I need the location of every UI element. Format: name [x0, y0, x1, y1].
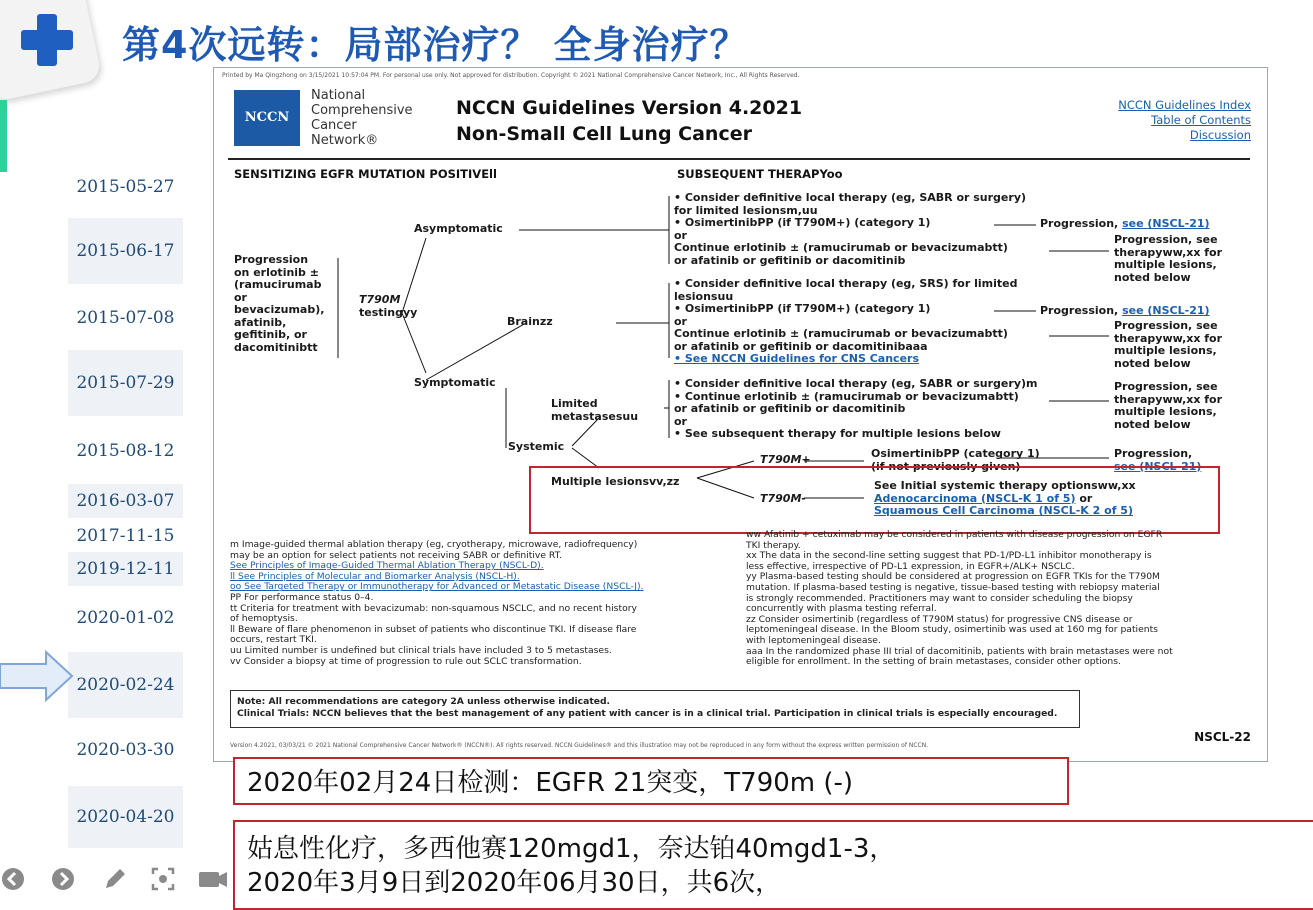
progression-multi-line: multiple lesions, [1114, 405, 1217, 418]
timeline-date[interactable]: 2019-12-11 [68, 552, 183, 586]
testing-label: testingyy [359, 305, 418, 319]
progression-multi-line: therapyww,xx for [1114, 245, 1223, 259]
or-word: or [1079, 491, 1093, 505]
timeline-date-current[interactable]: 2020-02-24 [68, 652, 183, 718]
progression-multi-line: Progression, see [1114, 233, 1218, 246]
progression-line: dacomitinibtt [234, 340, 318, 354]
option-line: or [674, 228, 687, 242]
camera-icon[interactable] [198, 866, 224, 892]
cns-cancers-link[interactable]: • See NCCN Guidelines for CNS Cancers [674, 352, 920, 365]
presentation-toolbar [0, 850, 260, 907]
timeline-date[interactable]: 2015-07-08 [76, 308, 175, 328]
progression-line: afatinib, [234, 315, 287, 329]
pen-icon[interactable] [102, 866, 128, 892]
progression-multi-1 [1114, 234, 1222, 284]
footnote: ww Afatinib + cetuximab may be considered in patients with disease progression on EGFR [746, 529, 1163, 540]
metastases-line: metastasesuu [551, 409, 639, 423]
limited-options [674, 378, 1037, 441]
timeline-date[interactable]: 2020-04-20 [68, 786, 183, 848]
footnote: zz Consider osimertinib (regardless of T790M status) for progressive CNS disease or [746, 613, 1133, 625]
footnote: xx The data in the second-line setting suggest that PD-1/PD-L1 inhibitor monotherapy is [746, 550, 1152, 562]
previous-icon[interactable] [0, 866, 26, 892]
nccn-guideline-page [213, 67, 1268, 762]
progression-label: Progression, [1114, 447, 1193, 460]
timeline-date[interactable]: 2020-01-02 [76, 608, 175, 628]
slide-title: 第4次远转：局部治疗？ 全身治疗？ [122, 23, 749, 67]
progression-multi-line: noted below [1114, 356, 1191, 370]
timeline-date[interactable]: 2015-05-27 [76, 177, 175, 197]
progression-line: gefitinib, or [234, 328, 307, 341]
option-line: for limited lesionsm,uu [674, 203, 818, 217]
brain-node: Brainzz [507, 315, 553, 328]
right-section-heading: SUBSEQUENT THERAPYoo [677, 167, 843, 181]
progression-multi-2 [1114, 320, 1222, 370]
medical-cross-icon-bar [21, 30, 73, 50]
option-line: • Consider definitive local therapy (eg, SRS) for limited [674, 277, 1018, 290]
osimertinib-line: OsimertinibPP (category 1) [871, 447, 1040, 460]
progression-multi-line: multiple lesions, [1114, 258, 1217, 271]
footnote: may be an option for select patients not receiving SABR or definitive RT. [230, 549, 563, 561]
footnotes-left [230, 540, 644, 667]
guidelines-index-link[interactable]: NCCN Guidelines Index [1118, 98, 1251, 112]
progression-line: on erlotinib ± [234, 265, 319, 279]
printed-by-line: Printed by Ma Qingzhong on 3/15/2021 10:57:04 PM. For personal use only. Not approved for distribution. Copyright © 2021 National Comprehensive Cancer Network, Inc., All Rights Reserved. [222, 72, 800, 79]
t790m-negative-node: T790M- [760, 492, 806, 505]
table-of-contents-link[interactable]: Table of Contents [1151, 113, 1251, 127]
footnote: PP For performance status 0–4. [230, 591, 374, 603]
multiple-lesions-highlight [529, 466, 1220, 534]
left-section-heading: SENSITIZING EGFR MUTATION POSITIVEll [234, 167, 497, 181]
chemo-regimen-line: 姑息性化疗，多西他赛120mgd1，奈达铂40mgd1-3， [247, 834, 896, 864]
progression-line: bevacizumab), [234, 303, 325, 316]
footnote: mutation. If plasma-based testing is negative, tissue-based testing with rebiopsy material [746, 581, 1160, 593]
guideline-version: NCCN Guidelines Version 4.2021 [456, 97, 803, 119]
org-name-line: Network® [311, 133, 379, 148]
limited-line: Limited [551, 397, 598, 410]
see-nscl21-link[interactable]: see (NSCL-21) [1114, 459, 1202, 473]
note-box [230, 690, 1080, 728]
footnote: less effective, irrespective of PD-L1 expression, in EGFR+/ALK+ NSCLC. [746, 560, 1075, 572]
timeline-pointer-arrow-icon [0, 650, 74, 702]
option-line: • Continue erlotinib ± (ramucirumab or bevacizumabtt) [674, 389, 1019, 403]
progression-multi-line: noted below [1114, 417, 1191, 431]
see-initial-line: See Initial systemic therapy optionsww,xx [874, 479, 1136, 492]
option-line: or afatinib or gefitinib or dacomitinib [674, 253, 906, 267]
see-nscl21-link[interactable]: see (NSCL-21) [1122, 217, 1210, 230]
see-nscl21-link[interactable]: see (NSCL-21) [1122, 304, 1210, 317]
progression-block [234, 254, 324, 354]
option-line: • See subsequent therapy for multiple lesions below [674, 427, 1001, 440]
symptomatic-node: Symptomatic [414, 376, 496, 389]
footnote-link[interactable]: See Principles of Image-Guided Thermal Ablation Therapy (NSCL-D). [230, 560, 544, 572]
note-line: Note: All recommendations are category 2A unless otherwise indicated. [237, 696, 611, 707]
next-icon[interactable] [50, 866, 76, 892]
option-line: • Consider definitive local therapy (eg, SABR or surgery) [674, 191, 1027, 204]
discussion-link[interactable]: Discussion [1189, 128, 1251, 142]
footnote: m Image-guided thermal ablation therapy (eg, cryotherapy, microwave, radiofrequency) [230, 539, 638, 550]
progression-multi-line: Progression, see [1114, 319, 1218, 332]
t790m-positive-node: T790M+ [760, 453, 811, 466]
footnotes-right [746, 530, 1173, 668]
progression-label: Progression, [1040, 217, 1119, 230]
t790m-label: T790M [359, 293, 401, 306]
guideline-disease: Non-Small Cell Lung Cancer [456, 123, 752, 145]
clinical-trials-line: Clinical Trials: NCCN believes that the best management of any patient with cancer is in a clinical trial. Participation in clinical trials is especially encouraged. [237, 708, 1058, 719]
progression-multi-3 [1114, 381, 1222, 431]
progression-multi-line: multiple lesions, [1114, 344, 1217, 357]
footnote: of hemoptysis. [230, 613, 298, 625]
org-name-line: Comprehensive [311, 103, 413, 118]
if-not-given-line: (if not previously given) [871, 459, 1021, 473]
footnote: leptomeningeal disease. In the Bloom study, osimertinib was used at 160 mg for patients [746, 624, 1158, 636]
version-footer: Version 4.2021, 03/03/21 © 2021 National Comprehensive Cancer Network® (NCCN®). All rights reserved. NCCN Guidelines® and this illustration may not be reproduced in any form without the express written permission of NCCN. [230, 742, 929, 749]
option-line: or [674, 314, 687, 328]
footnote: eligible for enrollment. In the setting of brain metastases, consider other options. [746, 656, 1121, 668]
org-name-line: Cancer [311, 118, 357, 133]
accent-bar [0, 100, 7, 172]
footnote: TKI therapy. [746, 539, 801, 551]
limited-metastases-node [551, 398, 638, 423]
option-line: or afatinib or gefitinib or dacomitinibaaa [674, 339, 928, 353]
page-number: NSCL-22 [1194, 730, 1251, 744]
footnote: tt Criteria for treatment with bevacizumab: non-squamous NSCLC, and no recent history [230, 602, 637, 614]
footnote: yy Plasma-based testing should be considered at progression on EGFR TKIs for the T790M [746, 571, 1160, 583]
option-line: or [674, 414, 687, 428]
org-name-line: National [311, 88, 366, 103]
progression-multi-line: Progression, see [1114, 380, 1218, 393]
progression-line: Progression [234, 253, 309, 266]
multiple-lesions-node: Multiple lesionsvv,zz [551, 475, 680, 488]
brain-options [674, 278, 1017, 366]
option-line: or afatinib or gefitinib or dacomitinib [674, 402, 906, 415]
footnote: is strongly recommended. Practitioners may want to consider scheduling the biopsy [746, 592, 1133, 604]
timeline-date[interactable]: 2020-03-30 [76, 740, 175, 760]
asymptomatic-node: Asymptomatic [414, 222, 503, 235]
progression-multi-line: therapyww,xx for [1114, 392, 1223, 406]
timeline-date[interactable]: 2017-11-15 [76, 526, 175, 546]
footnote-link[interactable]: oo See Targeted Therapy or Immunotherapy for Advanced or Metastatic Disease (NSCL-J). [230, 581, 644, 593]
test-result-caption: 2020年02月24日检测：EGFR 21突变，T790m (-) [233, 757, 1069, 805]
squamous-link[interactable]: Squamous Cell Carcinoma (NSCL-K 2 of 5) [874, 504, 1133, 517]
chemotherapy-caption [233, 820, 1313, 910]
chemo-date-line: 2020年3月9日到2020年06月30日，共6次， [247, 868, 782, 898]
option-line: • Consider definitive local therapy (eg, SABR or surgery)m [674, 377, 1038, 390]
option-line: lesionsuu [674, 289, 734, 303]
option-line: • OsimertinibPP (if T790M+) (category 1) [674, 216, 931, 229]
nccn-logo: NCCN [234, 90, 300, 146]
footnote-link[interactable]: ll See Principles of Molecular and Biomarker Analysis (NSCL-H). [230, 570, 520, 582]
option-line: Continue erlotinib ± (ramucirumab or bevacizumabtt) [674, 241, 1008, 254]
progression-multi-line: therapyww,xx for [1114, 331, 1223, 345]
t790m-testing-node [359, 294, 417, 319]
footnote: uu Limited number is undefined but clinical trials have included 3 to 5 metastases. [230, 644, 612, 656]
timeline-date[interactable]: 2016-03-07 [68, 484, 183, 518]
progression-multi-line: noted below [1114, 270, 1191, 284]
footnote: concurrently with plasma testing referral. [746, 603, 937, 615]
timeline-date[interactable]: 2015-07-29 [68, 350, 183, 416]
progression-line: (ramucirumab [234, 278, 322, 291]
progression-line: or [234, 290, 247, 304]
progression-label: Progression, [1040, 304, 1119, 317]
asymptomatic-options [674, 192, 1026, 267]
systemic-node: Systemic [508, 440, 565, 453]
adenocarcinoma-link[interactable]: Adenocarcinoma (NSCL-K 1 of 5) [874, 491, 1076, 505]
footnote: aaa In the randomized phase III trial of dacomitinib, patients with brain metastases were not [746, 645, 1173, 657]
footnote: vv Consider a biopsy at time of progression to rule out SCLC transformation. [230, 655, 582, 667]
timeline-date[interactable]: 2015-08-12 [76, 441, 175, 461]
option-line: Continue erlotinib ± (ramucirumab or bevacizumabtt) [674, 327, 1008, 340]
progression-see-2 [1040, 305, 1210, 318]
option-line: • OsimertinibPP (if T790M+) (category 1) [674, 302, 931, 315]
screenshot-icon[interactable] [150, 866, 176, 892]
footnote: occurs, restart TKI. [230, 634, 317, 646]
footnote: with leptomeningeal disease. [746, 634, 881, 646]
progression-see-1 [1040, 218, 1210, 231]
timeline-date[interactable]: 2015-06-17 [68, 218, 183, 284]
footnote: ll Beware of flare phenomenon in subset of patients who discontinue TKI. If disease flare [230, 623, 637, 635]
